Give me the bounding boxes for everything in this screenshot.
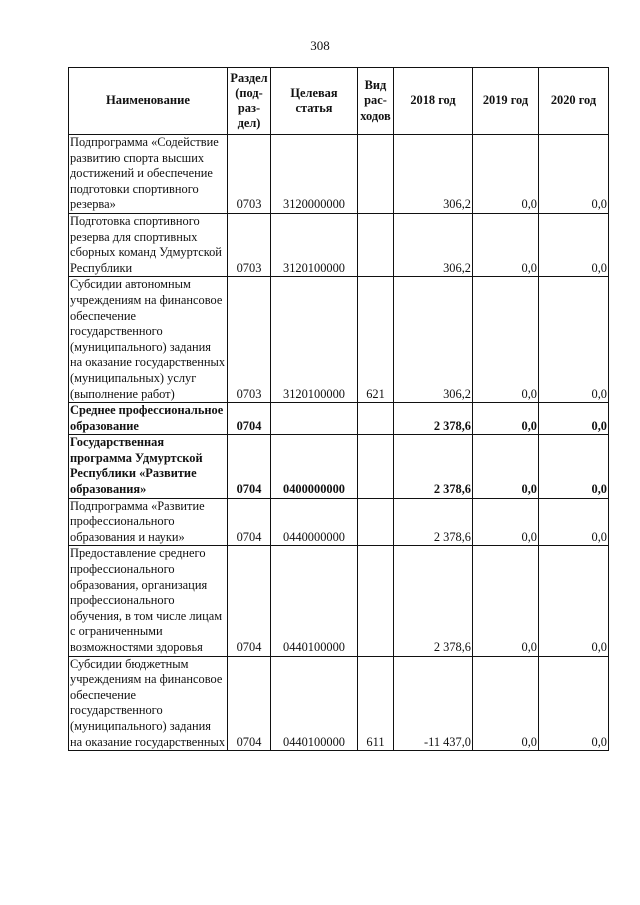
cell-name: Предоставление среднего профессионального образования, организация профессионального обучения, в том числе лицам с ограниченными возможностями здоровья [69, 546, 228, 656]
table-row [69, 656, 609, 751]
header-2018: 2018 год [394, 68, 473, 135]
header-name: Наименование [69, 68, 228, 135]
cell-section: 0703 [228, 135, 271, 214]
cell-2019: 0,0 [473, 213, 539, 276]
cell-section: 0703 [228, 213, 271, 276]
cell-2018: 2 378,6 [394, 498, 473, 546]
cell-2020: 0,0 [539, 213, 609, 276]
cell-2020: 0,0 [539, 546, 609, 656]
cell-name: Подпрограмма «Содействие развитию спорта высших достижений и обеспечение подготовки спортивного резерва» [69, 135, 228, 214]
table-header-row [69, 68, 609, 135]
cell-2018: 2 378,6 [394, 546, 473, 656]
cell-section: 0704 [228, 546, 271, 656]
cell-expense-type [358, 498, 394, 546]
header-2019: 2019 год [473, 68, 539, 135]
table-row [69, 546, 609, 656]
cell-target: 0400000000 [271, 435, 358, 498]
table-row [69, 213, 609, 276]
cell-name: Субсидии бюджетным учреждениям на финансовое обеспечение государственного (муниципального) задания на оказание государственных [69, 656, 228, 751]
cell-target: 0440100000 [271, 656, 358, 751]
header-section: Раздел (под- раз- дел) [228, 68, 271, 135]
cell-2018: 306,2 [394, 277, 473, 403]
header-2020: 2020 год [539, 68, 609, 135]
table-row [69, 135, 609, 214]
table-row [69, 277, 609, 403]
cell-2019: 0,0 [473, 403, 539, 435]
cell-target: 0440100000 [271, 546, 358, 656]
header-target: Целевая статья [271, 68, 358, 135]
cell-section: 0703 [228, 277, 271, 403]
cell-expense-type [358, 135, 394, 214]
cell-expense-type [358, 435, 394, 498]
cell-2020: 0,0 [539, 135, 609, 214]
cell-expense-type [358, 546, 394, 656]
cell-section: 0704 [228, 656, 271, 751]
cell-section: 0704 [228, 498, 271, 546]
cell-name: Государственная программа Удмуртской Республики «Развитие образования» [69, 435, 228, 498]
cell-name: Субсидии автономным учреждениям на финансовое обеспечение государственного (муниципального) задания на оказание государственных (муниципальных) услуг (выполнение работ) [69, 277, 228, 403]
table-row [69, 403, 609, 435]
cell-2018: 306,2 [394, 135, 473, 214]
cell-2018: 2 378,6 [394, 435, 473, 498]
cell-target: 3120100000 [271, 213, 358, 276]
cell-section: 0704 [228, 435, 271, 498]
cell-2020: 0,0 [539, 277, 609, 403]
cell-2020: 0,0 [539, 498, 609, 546]
table-row [69, 435, 609, 498]
page-number: 308 [310, 38, 330, 53]
cell-2020: 0,0 [539, 403, 609, 435]
cell-2018: -11 437,0 [394, 656, 473, 751]
table-row [69, 498, 609, 546]
cell-expense-type [358, 213, 394, 276]
budget-table [68, 67, 609, 751]
cell-name: Подпрограмма «Развитие профессионального образования и науки» [69, 498, 228, 546]
cell-target: 3120100000 [271, 277, 358, 403]
cell-name: Среднее профессиональное образование [69, 403, 228, 435]
cell-2019: 0,0 [473, 135, 539, 214]
table-body [69, 135, 609, 751]
cell-2020: 0,0 [539, 656, 609, 751]
cell-expense-type: 611 [358, 656, 394, 751]
cell-target: 0440000000 [271, 498, 358, 546]
cell-2019: 0,0 [473, 656, 539, 751]
cell-2018: 306,2 [394, 213, 473, 276]
cell-2020: 0,0 [539, 435, 609, 498]
header-expense-type: Вид рас- ходов [358, 68, 394, 135]
cell-target [271, 403, 358, 435]
cell-2019: 0,0 [473, 277, 539, 403]
cell-2019: 0,0 [473, 546, 539, 656]
cell-target: 3120000000 [271, 135, 358, 214]
cell-section: 0704 [228, 403, 271, 435]
cell-expense-type: 621 [358, 277, 394, 403]
cell-2018: 2 378,6 [394, 403, 473, 435]
cell-name: Подготовка спортивного резерва для спортивных сборных команд Удмуртской Республики [69, 213, 228, 276]
cell-expense-type [358, 403, 394, 435]
cell-2019: 0,0 [473, 435, 539, 498]
cell-2019: 0,0 [473, 498, 539, 546]
